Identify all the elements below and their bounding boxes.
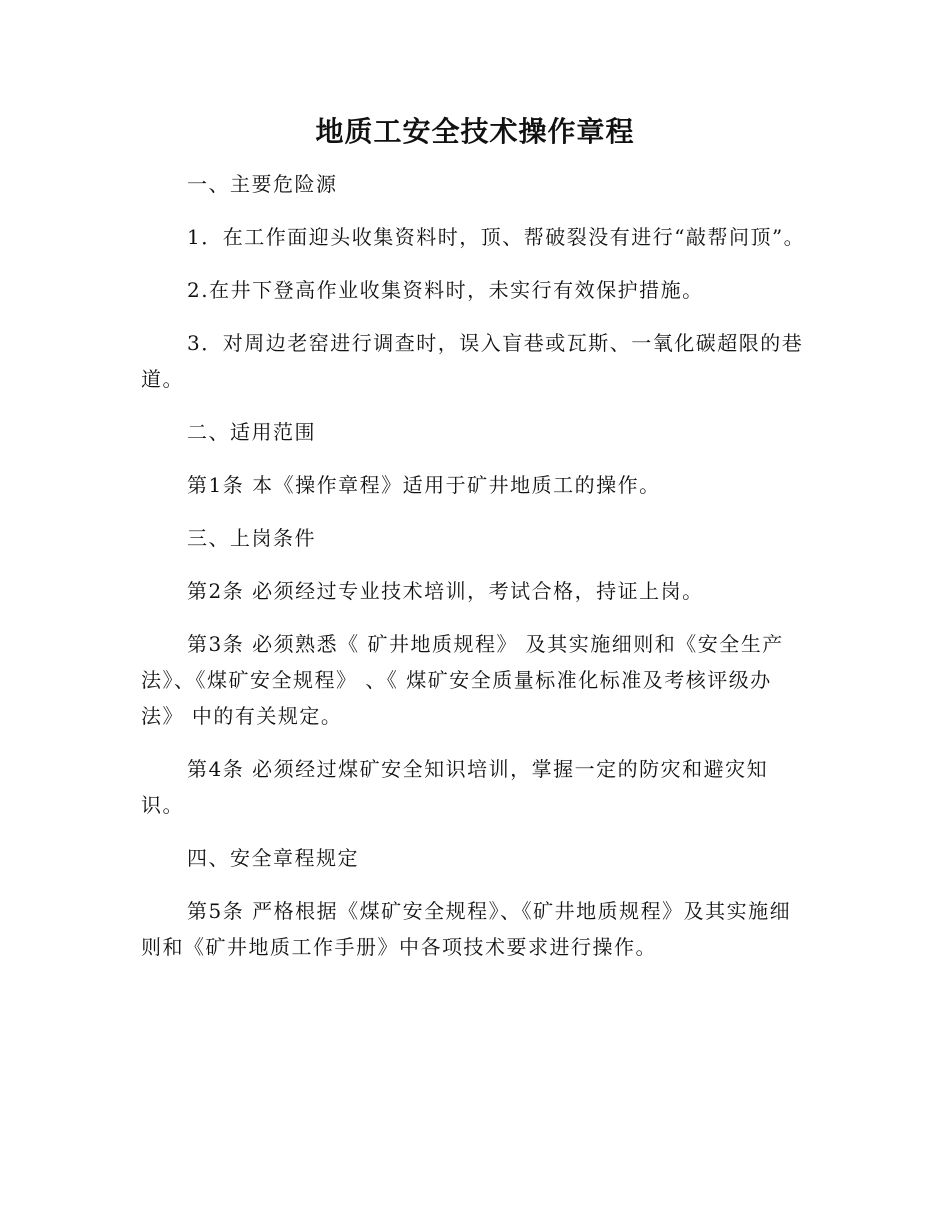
section-heading-scope: 二、适用范围 xyxy=(187,420,316,444)
section-heading-hazards: 一、主要危险源 xyxy=(187,172,338,196)
hazard-item-3: 3．对周边老窑进行调查时，误入盲巷或瓦斯、一氧化碳超限的巷道。 xyxy=(141,331,804,391)
article-1: 第1条 本《操作章程》适用于矿井地质工的操作。 xyxy=(187,473,661,497)
hazard-item-1: 1．在工作面迎头收集资料时，顶、帮破裂没有进行“敲帮问顶”。 xyxy=(187,225,806,249)
article-5: 第5条 严格根据《煤矿安全规程》、《矿井地质规程》及其实施细则和《矿井地质工作手册》中各项技术要求进行操作。 xyxy=(141,899,792,959)
document-title: 地质工安全技术操作章程 xyxy=(315,115,635,148)
article-2: 第2条 必须经过专业技术培训，考试合格，持证上岗。 xyxy=(187,579,704,603)
hazard-item-2: 2.在井下登高作业收集资料时，未实行有效保护措施。 xyxy=(187,278,704,302)
article-3: 第3条 必须熟悉《 矿井地质规程》 及其实施细则和《安全生产法》、《煤矿安全规程》 、《 煤矿安全质量标准化标准及考核评级办法》 中的有关规定。 xyxy=(141,632,784,728)
section-heading-qualifications: 三、上岗条件 xyxy=(187,526,316,550)
document-body xyxy=(141,166,806,982)
article-4: 第4条 必须经过煤矿安全知识培训，掌握一定的防灾和避灾知识。 xyxy=(141,757,769,817)
section-heading-safety-rules: 四、安全章程规定 xyxy=(187,846,359,870)
